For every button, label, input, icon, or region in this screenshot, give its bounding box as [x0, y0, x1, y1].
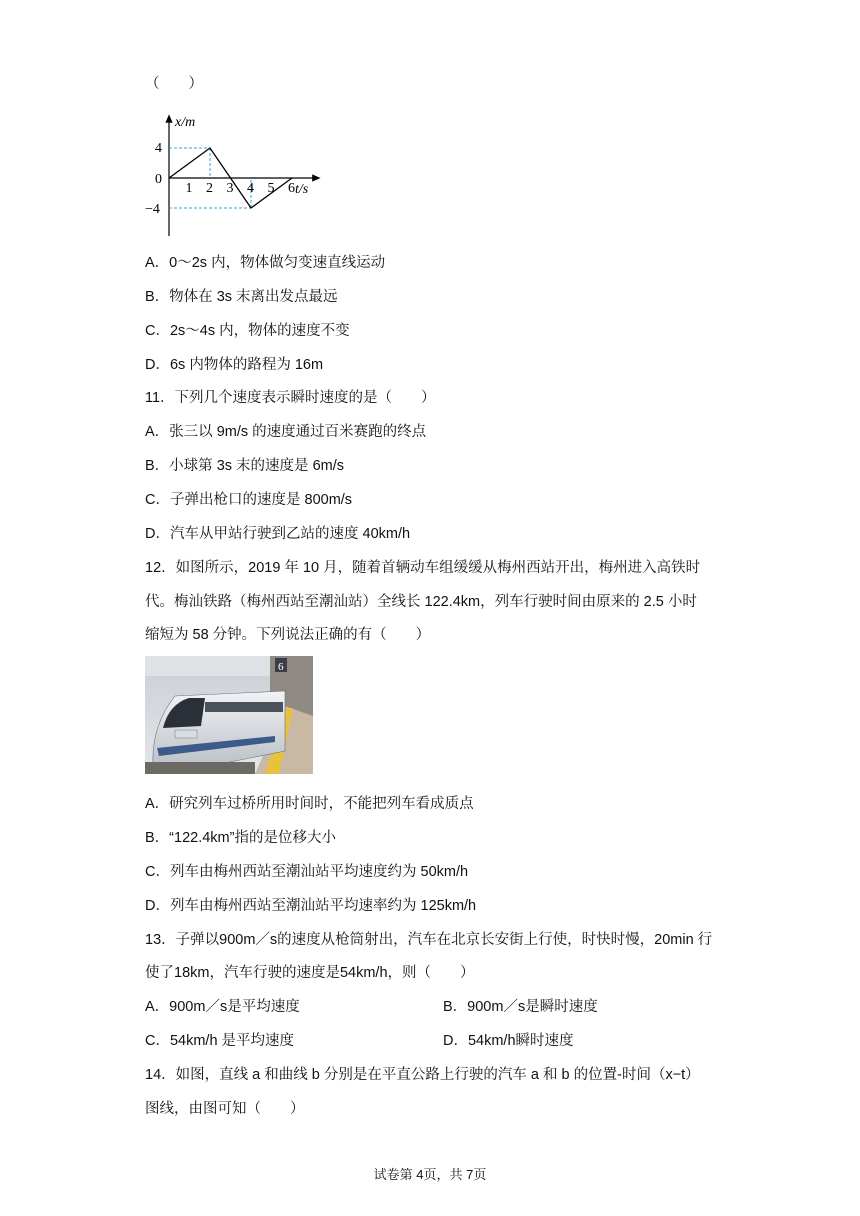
q11-stem: 11．下列几个速度表示瞬时速度的是（ ） [145, 390, 436, 406]
x-tick-label: 6 [288, 181, 295, 196]
q13-stem-line2: 使了18km，汽车行驶的速度是54km/h，则（ ） [145, 965, 475, 981]
q14-stem-line1: 14．如图，直线 a 和曲线 b 分别是在平直公路上行驶的汽车 a 和 b 的位置-时间（x−t） [145, 1067, 700, 1083]
x-tick-label: 2 [206, 181, 213, 196]
q10-option-c: C．2s～4s 内，物体的速度不变 [145, 323, 350, 339]
q13-option-a: A．900m／s是平均速度 [145, 999, 300, 1015]
q11-option-d: D．汽车从甲站行驶到乙站的速度 40km/h [145, 526, 411, 542]
q12-option-a: A．研究列车过桥所用时间时，不能把列车看成质点 [145, 796, 474, 812]
q12-option-d: D．列车由梅州西站至潮汕站平均速率约为 125km/h [145, 898, 477, 914]
q14-stem-line2: 图线，由图可知（ ） [145, 1101, 305, 1117]
platform-number: 6 [278, 661, 284, 673]
y-tick-neg4: −4 [145, 202, 160, 217]
x-tick-label: 5 [267, 181, 275, 196]
x-axis-label: t/s [295, 182, 309, 197]
q13-stem-line1: 13．子弹以900m／s的速度从枪筒射出，汽车在北京长安街上行使，时快时慢，20min 行 [145, 932, 713, 948]
x-tick-label: 1 [185, 181, 193, 196]
q11-option-c: C．子弹出枪口的速度是 800m/s [145, 492, 353, 508]
q13-option-d: D．54km/h瞬时速度 [443, 1033, 574, 1049]
question-paren: （ ） [145, 76, 203, 92]
q12-stem-line1: 12．如图所示，2019 年 10 月，随着首辆动车组缓缓从梅州西站开出，梅州进入高铁时 [145, 560, 701, 576]
y-tick-4: 4 [155, 141, 162, 156]
q10-option-a: A．0～2s 内，物体做匀变速直线运动 [145, 255, 386, 271]
y-tick-0: 0 [155, 172, 162, 187]
x-tick-label: 4 [247, 181, 254, 196]
q12-stem-line2: 代。梅汕铁路（梅州西站至潮汕站）全线长 122.4km，列车行驶时间由原来的 2.5 小时 [145, 594, 697, 610]
y-axis-label: x/m [175, 115, 196, 130]
page-footer: 试卷第 4页，共 7页 [373, 1167, 487, 1182]
q13-option-c: C．54km/h 是平均速度 [145, 1033, 295, 1049]
q11-option-b: B．小球第 3s 末的速度是 6m/s [145, 458, 344, 474]
train-photo [145, 656, 313, 774]
q13-option-b: B．900m／s是瞬时速度 [443, 999, 598, 1015]
q11-option-a: A．张三以 9m/s 的速度通过百米赛跑的终点 [145, 424, 427, 440]
x-tick-label: 3 [226, 181, 234, 196]
q12-option-c: C．列车由梅州西站至潮汕站平均速度约为 50km/h [145, 864, 469, 880]
q12-option-b: B．“122.4km”指的是位移大小 [145, 830, 336, 846]
q10-option-b: B．物体在 3s 末离出发点最远 [145, 289, 338, 305]
xt-graph [145, 106, 325, 241]
q12-stem-line3: 缩短为 58 分钟。下列说法正确的有（ ） [145, 627, 431, 643]
q10-option-d: D．6s 内物体的路程为 16m [145, 357, 324, 373]
